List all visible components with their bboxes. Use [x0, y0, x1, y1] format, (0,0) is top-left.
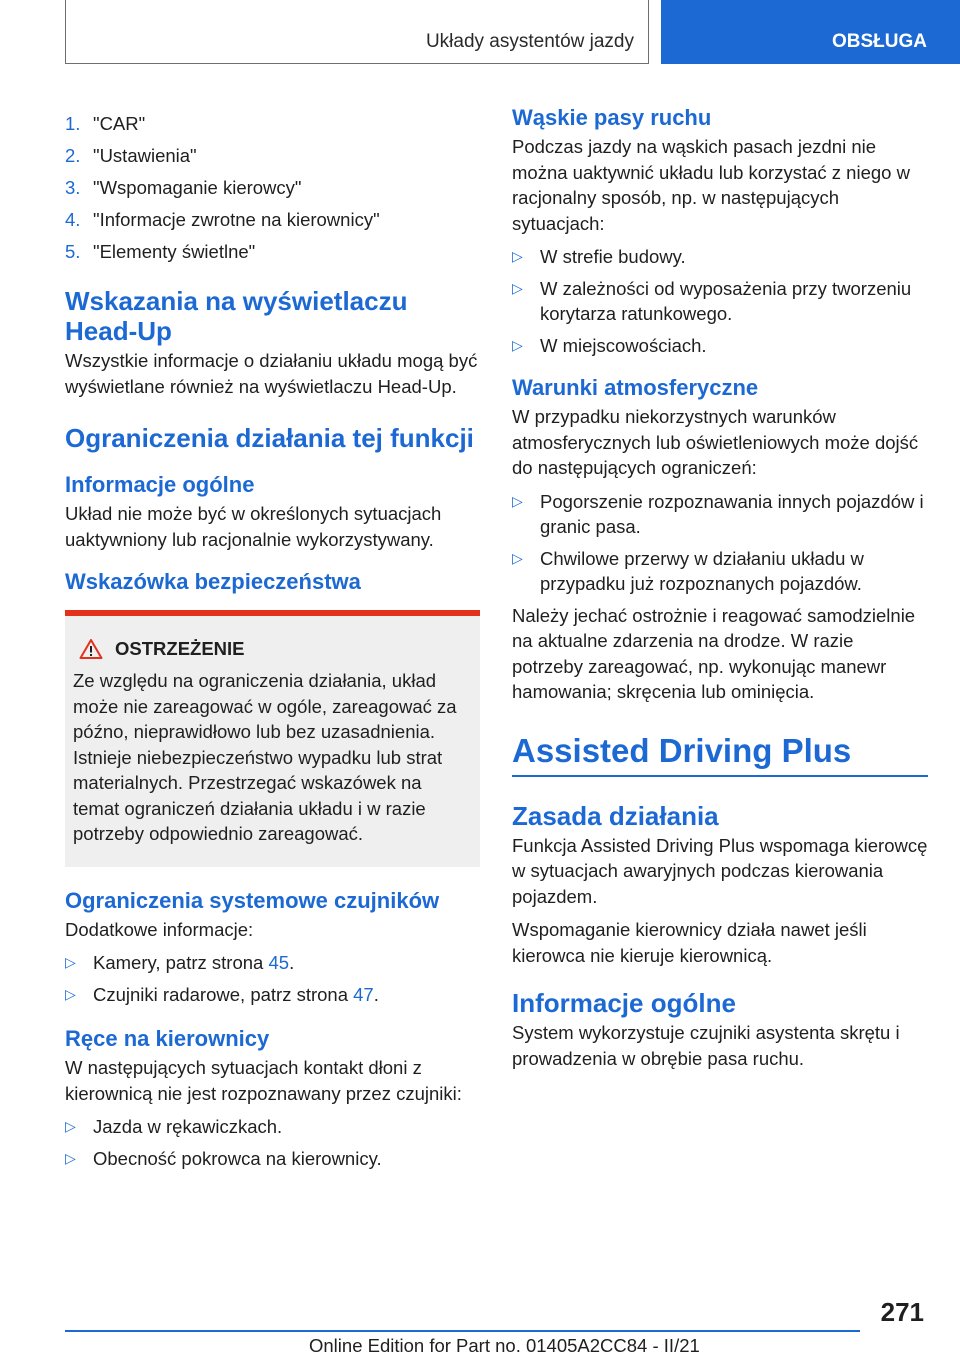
chapter-tab[interactable]: [661, 0, 960, 64]
bullet-triangle-icon: ▷: [512, 279, 523, 296]
list-item: [65, 172, 480, 204]
item-suffix: .: [289, 952, 295, 973]
item-text: W strefie budowy.: [540, 246, 686, 267]
left-column: [65, 108, 480, 1177]
list-item: [65, 204, 480, 236]
weather-note: Należy jechać ostrożnie i reagować samodzielnie na aktualne zdarzenia na drodze. W razie potrzeby zareagować, np. wykonując manewr hamowania; skręcenia lub ominięcia.: [512, 604, 916, 702]
list-item: [65, 1114, 480, 1140]
narrow-text: Podczas jazdy na wąskich pasach jezdni nie można uaktywnić układu lub korzystać z niego w racjonalny sposób, np. w następujących sytuacjach:: [512, 136, 910, 234]
general-text: Układ nie może być w określonych sytuacjach uaktywniony lub racjonalnie wykorzystywany.: [65, 503, 442, 550]
list-item: [512, 546, 928, 597]
sensor-text: Dodatkowe informacje:: [65, 918, 254, 940]
hud-text: Wszystkie informacje o działaniu układu mogą być wyświetlane również na wyświetlaczu Head-Up.: [65, 350, 478, 397]
list-item: [512, 244, 928, 270]
item-number: 4.: [65, 209, 81, 230]
warning-text: Ze względu na ograniczenia działania, układ może nie zareagować w ogóle, zareagować za późno, nieprawidłowo lub bez uzasadnienia. Istnieje niebezpieczeństwo wypadku lub strat materialnych. Przestrzegać wskazówek na temat ograniczeń działania układu i w razie potrzeby odpowiednio zareagować.: [73, 670, 457, 844]
sensor-heading: Ograniczenia systemowe czujników: [65, 887, 440, 913]
bullet-triangle-icon: ▷: [512, 248, 523, 264]
list-item: [65, 950, 480, 976]
list-item: [65, 982, 480, 1008]
bullet-triangle-icon: ▷: [512, 336, 523, 353]
bullet-triangle-icon: ▷: [65, 985, 76, 1002]
list-item: [512, 333, 928, 359]
sensor-list: [65, 950, 480, 1007]
bullet-triangle-icon: ▷: [65, 1118, 76, 1134]
item-number: 1.: [65, 113, 81, 134]
item-number: 3.: [65, 177, 81, 198]
safety-heading: Wskazówka bezpieczeństwa: [65, 569, 361, 594]
item-text: "Informacje zwrotne na kierownicy": [93, 209, 380, 230]
item-text: "Ustawienia": [93, 145, 197, 166]
right-column: [512, 105, 928, 1079]
principle-text-1: Funkcja Assisted Driving Plus wspomaga kierowcę w sytuacjach awaryjnych podczas kierowania pojazdem.: [512, 834, 928, 907]
list-item: [65, 1146, 480, 1172]
warning-title: OSTRZEŻENIE: [115, 638, 245, 659]
list-item: [65, 236, 480, 268]
item-number: 5.: [65, 241, 81, 262]
bullet-triangle-icon: ▷: [65, 954, 76, 970]
item-text: Pogorszenie rozpoznawania innych pojazdów i granic pasa.: [540, 490, 924, 537]
list-item: [512, 489, 928, 540]
bullet-triangle-icon: ▷: [65, 1149, 76, 1166]
footer-edition: Online Edition for Part no. 01405A2CC84 - II/21: [309, 1335, 700, 1356]
limits-heading: Ograniczenia działania tej funkcji: [65, 423, 474, 453]
general-heading: Informacje ogólne: [65, 472, 255, 497]
item-text: Chwilowe przerwy w działaniu układu w przypadku już rozpoznanych pojazdów.: [540, 547, 864, 594]
bullet-triangle-icon: ▷: [512, 492, 523, 509]
item-text: "Elementy świetlne": [93, 241, 256, 262]
item-text: W zależności od wyposażenia przy tworzeniu korytarza ratunkowego.: [540, 277, 912, 324]
page-link[interactable]: 47: [353, 983, 374, 1005]
hands-list: [65, 1114, 480, 1171]
page-number: 271: [880, 1297, 924, 1327]
hud-heading: Wskazania na wyświetlaczu Head-Up: [65, 286, 408, 346]
item-text: Kamery, patrz strona: [93, 952, 269, 973]
chapter-tab-label: OBSŁUGA: [832, 31, 927, 52]
item-text: Obecność pokrowca na kierownicy.: [93, 1147, 382, 1169]
item-text: "CAR": [93, 113, 146, 134]
general-heading-right: Informacje ogólne: [512, 988, 736, 1018]
item-suffix: .: [373, 983, 379, 1005]
bullet-triangle-icon: ▷: [512, 549, 523, 566]
hands-text: W następujących sytuacjach kontakt dłoni z kierownicą nie jest rozpoznawany przez czujniki:: [65, 1057, 462, 1104]
general-text-right: System wykorzystuje czujniki asystenta skrętu i prowadzenia w obrębie pasa ruchu.: [512, 1022, 900, 1069]
item-number: 2.: [65, 145, 81, 166]
item-text: "Wspomaganie kierowcy": [93, 177, 302, 198]
list-item: [65, 108, 480, 140]
weather-list: [512, 489, 928, 597]
item-text: W miejscowościach.: [540, 334, 707, 356]
narrow-list: [512, 244, 928, 358]
item-text: Czujniki radarowe, patrz strona: [93, 983, 354, 1005]
footer-rule: [65, 1330, 860, 1332]
weather-text: W przypadku niekorzystnych warunków atmosferycznych lub oświetleniowych może dojść do następujących ograniczeń:: [512, 406, 919, 478]
warning-box: [65, 610, 480, 867]
item-text: Jazda w rękawiczkach.: [93, 1116, 283, 1137]
principle-text-2: Wspomaganie kierownicy działa nawet jeśli kierowca nie kieruje kierownicą.: [512, 919, 867, 966]
list-item: [65, 140, 480, 172]
menu-path-list: [65, 108, 480, 268]
list-item: [512, 276, 928, 327]
narrow-heading: Wąskie pasy ruchu: [512, 105, 712, 130]
warning-triangle-icon: [79, 638, 103, 660]
principle-heading: Zasada działania: [512, 800, 719, 831]
adp-heading: Assisted Driving Plus: [512, 731, 928, 777]
hands-heading: Ręce na kierownicy: [65, 1026, 270, 1051]
warning-header: [79, 638, 468, 660]
page-link[interactable]: 45: [268, 952, 290, 973]
section-title: Układy asystentów jazdy: [425, 31, 634, 52]
header-box: [65, 0, 649, 64]
weather-heading: Warunki atmosferyczne: [512, 375, 759, 400]
